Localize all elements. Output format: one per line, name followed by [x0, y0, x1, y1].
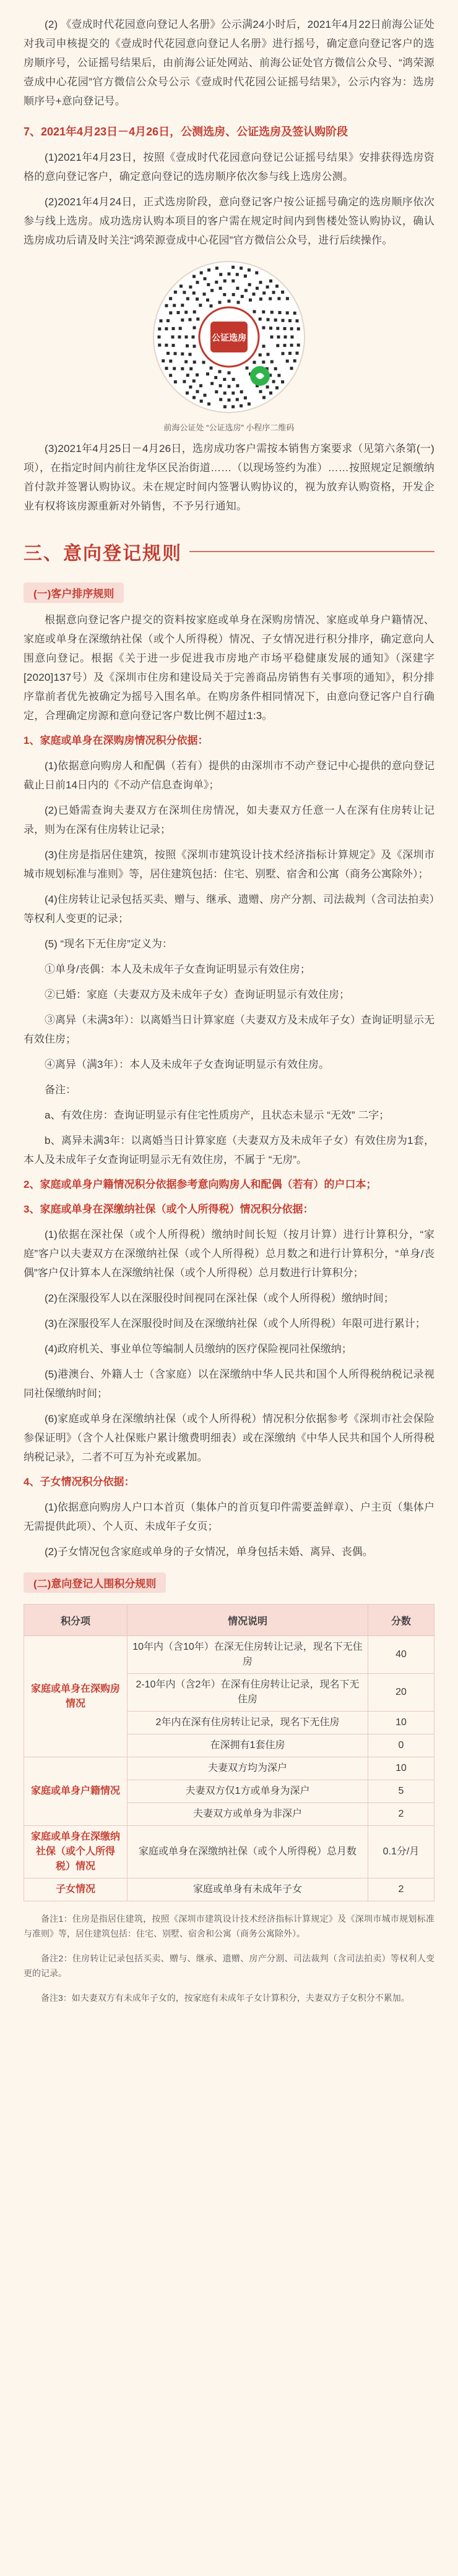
qr-dot: [214, 376, 217, 379]
score-cell: 2: [368, 1879, 434, 1901]
col-header-item: 积分项: [24, 1605, 127, 1636]
rule3-item: (4)政府机关、事业单位等编制人员缴纳的医疗保险视同社保缴纳；: [45, 1343, 352, 1355]
no-house-item: ④离异（满3年）：本人及未成年子女查询证明显示有效住房。: [45, 1059, 329, 1070]
qr-dot: [231, 405, 235, 408]
intro-paragraph: (2) 《壹成时代花园意向登记人名册》公示满24小时后，2021年4月22日前海公证处对我司申核提交的《壹成时代花园意向登记人名册》进行摇号，确定意向登记客户的选房顺序号，公证摇号结果后，由前海公证处网站、前海公证处官方微信公众号、“鸿荣源壹成中心花园”官方微信公众号公示《壹成时代花园公证摇号结果》，公示内容为：选房顺序号+意向登记号。: [24, 19, 434, 107]
desc-cell: 家庭或单身在深缴纳社保（或个人所得税）总月数: [127, 1826, 368, 1879]
qr-dot: [186, 373, 189, 377]
desc-cell: 夫妻双方仅1方或单身为深户: [127, 1780, 368, 1803]
table-footnote: 备注1：住房是指居住建筑，按照《深圳市建筑设计技术经济指标计算规定》及《深圳市城市规划标准与准则》等，居住建筑包括：住宅、别墅、宿舍和公寓（商务公寓除外）。: [24, 1914, 434, 1938]
category-cell: 家庭或单身在深缴纳社保（或个人所得税）情况: [24, 1826, 127, 1879]
qr-code-graphic: [152, 260, 306, 414]
qr-dot: [166, 352, 170, 355]
qr-dot: [223, 405, 227, 408]
rule3-heading: 3、家庭或单身在深缴纳社保（或个人所得税）情况积分依据：: [24, 1203, 314, 1215]
rule3-item: (6)家庭或单身在深缴纳社保（或个人所得税）情况积分依据参考《深圳市社会保险参保证明》（含个人社保账户累计缴费明细表）或在深缴纳《中华人民共和国个人所得税纳税记录》，二者不可互为补充或累加。: [24, 1413, 434, 1463]
desc-cell: 10年内（含10年）在深无住房转让记录，现名下无住房: [127, 1636, 368, 1674]
qr-dot: [193, 345, 196, 348]
stage7-paragraph-3: (3)2021年4月25日－4月26日，选房成功客户需按本销售方案要求（见第六条第(一)项），在指定时间内前往龙华区民治街道……（以现场签约为准）……按照规定足额缴纳首付款并签署认购协议。未在规定时间内签署认购协议的，视为放弃认购资格，开发企业有权将该房源重新对外销售，不予另行通知。: [24, 443, 434, 512]
qr-dot: [244, 275, 247, 278]
qr-dot: [276, 327, 279, 330]
qr-dot: [297, 344, 300, 347]
qr-dot: [203, 292, 206, 296]
qr-dot: [244, 289, 248, 292]
score-table-header-row: [24, 1605, 434, 1636]
qr-dot: [172, 344, 175, 347]
qr-dot: [274, 318, 277, 322]
qr-dot: [290, 367, 293, 370]
note-item: a、有效住房：查询证明显示有住宅性质房产，且状态未显示 “无效” 二字；: [45, 1109, 390, 1121]
qr-dot: [286, 360, 289, 363]
desc-cell: 在深拥有1套住房: [127, 1734, 368, 1757]
no-house-item: ②已婚：家庭（夫妻双方及未成年子女）查询证明显示有效住房；: [45, 989, 350, 1000]
qr-dot: [200, 271, 203, 275]
qr-dot: [181, 367, 184, 370]
qr-dot: [240, 390, 243, 393]
qr-dot: [236, 384, 239, 387]
qr-dot: [158, 336, 161, 339]
qr-dot: [244, 396, 247, 399]
qr-dot: [231, 279, 235, 283]
qr-dot: [183, 380, 186, 383]
qr-dot: [189, 385, 192, 388]
section3-header: [24, 538, 434, 565]
qr-dot: [204, 394, 207, 397]
category-cell: 家庭或单身在深购房情况: [24, 1636, 127, 1757]
qr-dot: [192, 275, 196, 278]
score-cell: 20: [368, 1674, 434, 1712]
desc-cell: 2年内在深有住房转让记录，现名下无住房: [127, 1712, 368, 1734]
qr-dot: [248, 268, 251, 271]
qr-dot: [192, 336, 195, 339]
qr-dot: [267, 318, 270, 321]
qr-dot: [232, 378, 235, 381]
qr-dot: [181, 352, 184, 356]
table-row: [24, 1879, 434, 1901]
category-cell: 子女情况: [24, 1879, 127, 1901]
rule4-item: (2)子女情况包含家庭或单身的子女情况，单身包括未婚、离异、丧偶。: [45, 1546, 373, 1558]
qr-dot: [275, 386, 279, 390]
desc-cell: 2-10年内（含2年）在深有住房转让记录，现名下无住房: [127, 1674, 368, 1712]
wechat-mini-program-qr-icon[interactable]: [152, 260, 306, 414]
qr-dot: [266, 385, 269, 388]
qr-dot: [269, 297, 272, 301]
qr-dot: [232, 293, 235, 296]
qr-dot: [259, 318, 262, 321]
qr-dot: [282, 319, 285, 322]
qr-dot: [196, 318, 199, 321]
qr-dot: [253, 361, 256, 364]
qr-dot: [207, 268, 210, 271]
qr-dot: [269, 279, 272, 283]
qr-dot: [293, 359, 296, 362]
qr-dot: [249, 299, 252, 302]
qr-dot: [158, 327, 161, 330]
qr-dot: [174, 352, 177, 355]
qr-dot: [246, 367, 249, 370]
qr-dot: [223, 378, 226, 381]
qr-dot: [223, 279, 227, 283]
qr-dot: [196, 297, 199, 301]
qr-dot: [202, 361, 205, 364]
qr-dot: [219, 273, 222, 276]
sub1-intro: 根据意向登记客户提交的资料按家庭或单身在深购房情况、家庭或单身户籍情况、家庭或单身在深缴纳社保（或个人所得税）情况、子女情况进行积分排序，确定意向人围意向登记。根据《关于进一步促进我市房地产市场平稳健康发展的通知》（深建字[2020]137号）及《深圳市住房和建设局关于完善商品房销售有关事项的通知》，积分排序靠前者优先被确定为摇号入围名单。在购房条件相同情况下，由意向登记客户自行确定，合理确定房源和意向登记客户数比例不超过1:3。: [24, 614, 434, 722]
qr-dot: [228, 273, 231, 276]
qr-dot: [241, 295, 244, 298]
qr-dot: [218, 370, 222, 373]
qr-dot: [165, 304, 168, 307]
qr-dot: [281, 380, 284, 383]
qr-center-label: 公证选房: [212, 333, 246, 343]
qr-dot: [200, 399, 203, 403]
qr-dot: [210, 367, 213, 370]
sub1-badge: (一)客户排序规则: [24, 582, 124, 603]
qr-dot: [255, 271, 258, 275]
qr-dot: [270, 336, 274, 339]
qr-dot: [282, 352, 285, 355]
notes-label: 备注：: [45, 1084, 76, 1096]
qr-dot: [262, 310, 265, 313]
qr-dot: [166, 319, 170, 322]
qr-dot: [283, 344, 287, 347]
qr-dot: [206, 299, 209, 302]
qr-dot: [276, 344, 279, 347]
rule1-heading: 1、家庭或单身在深购房情况积分依据：: [24, 735, 209, 746]
qr-dot: [215, 390, 218, 393]
qr-dot: [192, 396, 196, 399]
no-house-item: ③离异（未满3年）：以离婚当日计算家庭（夫妻双方及未成年子女）查询证明显示无有效住房；: [24, 1014, 434, 1045]
qr-dot: [228, 300, 231, 303]
rule1-item: (2)已婚需查询夫妻双方在深圳住房情况，如夫妻双方任意一人在深有住房转让记录，则为在深有住房转让记录；: [24, 804, 434, 835]
qr-dot: [174, 380, 177, 383]
qr-dot: [210, 382, 214, 385]
qr-code-block: [24, 260, 434, 433]
qr-dot: [171, 336, 175, 339]
qr-dot: [192, 380, 196, 383]
qr-dot: [179, 284, 183, 288]
qr-dot: [210, 289, 214, 292]
rule1-item: (3)住房是指居住建筑，按照《深圳市建筑设计技术经济指标计算规定》及《深圳市城市规划标准与准则》等，居住建筑包括：住宅、别墅、宿舍和公寓（商务公寓除外）；: [24, 849, 434, 880]
qr-dot: [207, 403, 210, 406]
rule3-item: (2)在深服役军人以在深服役时间视同在深社保（或个人所得税）缴纳时间；: [45, 1292, 394, 1304]
qr-dot: [259, 281, 262, 284]
qr-dot: [160, 319, 163, 322]
qr-dot: [297, 327, 300, 330]
qr-dot: [173, 367, 176, 370]
qr-dot: [272, 380, 275, 383]
category-cell: 家庭或单身户籍情况: [24, 1757, 127, 1826]
qr-dot: [259, 354, 262, 357]
qr-dot: [236, 287, 239, 290]
qr-dot: [189, 353, 192, 356]
table-row: [24, 1757, 434, 1780]
qr-dot: [283, 327, 287, 330]
qr-dot: [186, 297, 189, 301]
section-divider: [189, 551, 434, 552]
qr-dot: [189, 318, 192, 321]
qr-dot: [296, 319, 299, 322]
qr-dot: [231, 391, 235, 395]
rule3-item: (3)在深服役军人在深服役时间及在深缴纳社保（或个人所得税）年限可进行累计；: [45, 1318, 426, 1329]
qr-dot: [172, 327, 175, 330]
qr-dot: [284, 336, 287, 339]
qr-dot: [186, 391, 189, 395]
qr-dot: [219, 384, 222, 387]
qr-dot: [199, 384, 202, 387]
qr-dot: [193, 326, 196, 330]
qr-dot: [177, 311, 180, 314]
qr-dot: [269, 326, 272, 330]
qr-caption: 前海公证处 “公证选房” 小程序二维码: [163, 423, 295, 432]
qr-dot: [181, 318, 184, 322]
qr-dot: [269, 391, 272, 395]
col-header-score: 分数: [368, 1605, 434, 1636]
qr-dot: [181, 304, 184, 307]
qr-dot: [291, 336, 294, 339]
qr-dot: [266, 286, 269, 289]
qr-dot: [162, 359, 165, 362]
qr-dot: [184, 311, 188, 314]
qr-dot: [183, 291, 186, 294]
qr-dot: [290, 327, 293, 330]
qr-dot: [158, 344, 161, 347]
qr-dot: [288, 352, 292, 355]
qr-dot: [184, 360, 188, 364]
sub2-badge: (二)意向登记人围积分规则: [24, 1572, 166, 1593]
qr-dot: [253, 310, 256, 313]
table-row: [24, 1636, 434, 1674]
qr-dot: [293, 312, 296, 315]
rule3-item: (1)依据在深社保（或个人所得税）缴纳时间长短（按月计算）进行计算积分，“家庭”客户以夫妻双方在深缴纳社保（或个人所得税）总月数之和进行计算积分，“单身/丧偶”客户仅计算本人在深缴纳社保（或个人所得税）总月数进行计算积分；: [24, 1229, 434, 1279]
qr-dot: [270, 311, 274, 314]
qr-dot: [240, 267, 243, 270]
qr-dot: [169, 374, 172, 377]
qr-dot: [275, 284, 279, 288]
qr-dot: [223, 293, 226, 296]
qr-dot: [281, 291, 284, 294]
qr-dot: [256, 287, 259, 290]
no-house-item: ①单身/丧偶：本人及未成年子女查询证明显示有效住房；: [45, 963, 311, 975]
table-footnote: 备注3：如夫妻双方有未成年子女的，按家庭有未成年子女计算积分，夫妻双方子女积分不累加。: [41, 1993, 410, 2003]
score-cell: 0: [368, 1734, 434, 1757]
qr-dot: [259, 390, 262, 393]
qr-dot: [236, 398, 239, 401]
rule1-item: (5) “现名下无住房”定义为：: [45, 938, 173, 950]
qr-dot: [277, 336, 280, 339]
score-cell: 10: [368, 1712, 434, 1734]
score-cell: 10: [368, 1757, 434, 1780]
score-cell: 40: [368, 1636, 434, 1674]
note-item: b、离异未满3年：以离婚当日计算家庭（夫妻双方及未成年子女）有效住房为1套，本人及未成年子女查询证明显示无有效住房，不属于 “无房”。: [24, 1135, 434, 1166]
rule2-heading: 2、家庭或单身户籍情况积分依据参考意向购房人和配偶（若有）的户口本；: [24, 1179, 377, 1190]
score-cell: 5: [368, 1780, 434, 1803]
qr-dot: [165, 344, 168, 347]
qr-dot: [204, 277, 207, 280]
table-footnote: 备注2：住房转让记录包括买卖、赠与、继承、遗赠、房产分割、司法裁判（含司法拍卖）等权利人变更的记录。: [24, 1953, 434, 1978]
qr-dot: [240, 404, 243, 407]
qr-dot: [173, 304, 176, 307]
qr-dot: [219, 398, 222, 401]
score-cell: 0.1分/月: [368, 1826, 434, 1879]
qr-dot: [193, 310, 196, 313]
qr-dot: [165, 327, 168, 330]
stage7-paragraph-1: (1)2021年4月23日，按照《壹成时代花园意向登记公证摇号结果》安排获得选房资格的意向登记客户，确定意向登记的选房顺序依次参与线上选房公测。: [24, 151, 434, 182]
qr-dot: [169, 312, 172, 315]
qr-dot: [248, 283, 251, 286]
qr-dot: [286, 312, 289, 315]
rule1-item: (4)住房转让记录包括买卖、赠与、继承、遗赠、房产分割、司法裁判（含司法拍卖）等权利人变更的记录；: [24, 893, 434, 924]
qr-dot: [231, 266, 235, 269]
qr-dot: [178, 336, 181, 339]
qr-dot: [189, 286, 192, 289]
qr-dot: [186, 344, 189, 348]
stage7-title: 7、2021年4月23日－4月26日，公测选房、公证选房及签认购阶段: [24, 126, 348, 138]
qr-dot: [199, 304, 202, 307]
qr-dot: [179, 327, 182, 330]
qr-dot: [192, 291, 196, 294]
qr-dot: [267, 353, 270, 356]
qr-dot: [262, 345, 266, 348]
rule1-item: (1)依据意向购房人和配偶（若有）提供的由深圳市不动产登记中心提供的意向登记截止日前14日内的《不动产信息查询单》；: [24, 760, 434, 791]
qr-dot: [262, 326, 266, 330]
qr-dot: [218, 301, 222, 304]
score-cell: 2: [368, 1803, 434, 1826]
table-row: [24, 1826, 434, 1879]
qr-dot: [189, 367, 192, 370]
qr-dot: [248, 403, 251, 406]
qr-dot: [215, 267, 218, 270]
qr-dot: [253, 292, 256, 296]
desc-cell: 夫妻双方均为深户: [127, 1757, 368, 1780]
qr-dot: [207, 283, 210, 286]
qr-dot: [169, 297, 172, 300]
qr-dot: [236, 273, 239, 276]
qr-dot: [196, 281, 199, 284]
qr-dot: [286, 297, 289, 300]
qr-dot: [228, 372, 231, 375]
desc-cell: 夫妻双方或单身为非深户: [127, 1803, 368, 1826]
qr-dot: [270, 360, 274, 364]
qr-dot: [262, 360, 265, 364]
qr-dot: [215, 281, 218, 284]
col-header-desc: 情况说明: [127, 1605, 368, 1636]
rule4-item: (1)依据意向购房人户口本首页（集体户的首页复印件需要盖鲜章）、户主页（集体户无需提供此项）、个人页、未成年子女页；: [24, 1501, 434, 1532]
qr-dot: [193, 360, 196, 364]
qr-dot: [277, 374, 280, 377]
rule3-item: (5)港澳台、外籍人士（含家庭）以在深缴纳中华人民共和国个人所得税纳税记录视同社保缴纳时间；: [24, 1368, 434, 1399]
qr-dot: [290, 344, 293, 347]
qr-dot: [274, 367, 277, 370]
qr-dot: [223, 391, 227, 395]
qr-dot: [165, 367, 168, 370]
qr-dot: [196, 373, 199, 377]
qr-dot: [262, 291, 266, 294]
qr-dot: [169, 360, 172, 363]
qr-dot: [174, 291, 177, 294]
qr-dot: [228, 399, 231, 402]
stage7-paragraph-2: (2)2021年4月24日，正式选房阶段，意向登记客户按公证摇号确定的选房顺序依次参与线上选房。成功选房认购本项目的客户需在规定时间内到售楼处签认购协议，确认选房成功后请及时关注“鸿荣源壹成中心花园”官方微信公众号，进行后续操作。: [24, 196, 434, 246]
qr-dot: [262, 396, 266, 399]
qr-dot: [277, 297, 280, 300]
qr-dot: [228, 385, 231, 388]
desc-cell: 家庭或单身有未成年子女: [127, 1879, 368, 1901]
qr-dot: [259, 297, 262, 301]
qr-dot: [237, 301, 240, 304]
qr-dot: [206, 372, 209, 375]
qr-dot: [279, 311, 282, 314]
section3-title: 三、意向登记规则: [24, 544, 182, 564]
qr-dot: [210, 304, 213, 307]
qr-dot: [296, 352, 299, 355]
qr-dot: [185, 336, 188, 339]
qr-dot: [219, 287, 222, 290]
qr-dot: [196, 390, 199, 393]
qr-dot: [272, 291, 275, 294]
qr-dot: [288, 319, 292, 322]
rule4-heading: 4、子女情况积分依据：: [24, 1476, 135, 1488]
score-table: [24, 1604, 434, 1901]
